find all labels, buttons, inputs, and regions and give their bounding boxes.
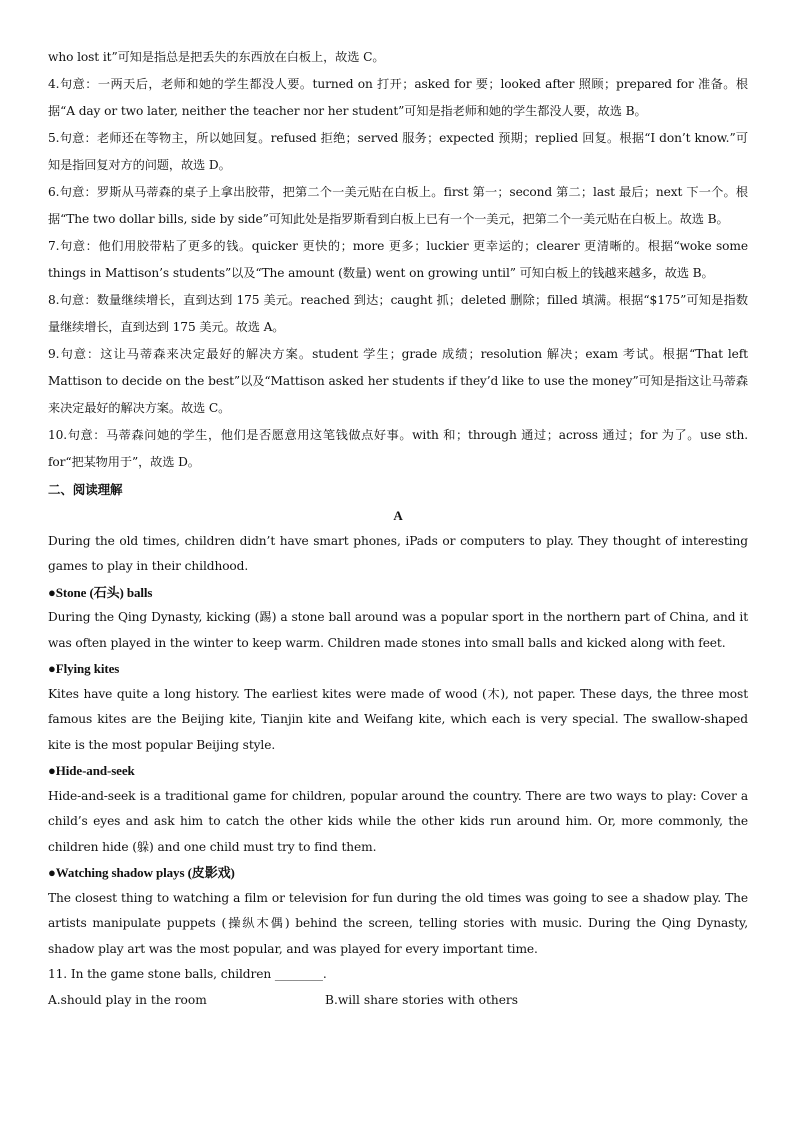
- answer-explanation-4: 4.句意：一两天后，老师和她的学生都没人要。turned on 打开；asked for 要；looked after 照顾；prepared for 准备。根据“A day or two later, neither the teacher nor her student”可知是指老师和她的学生都没人要，故选 B。: [48, 77, 748, 118]
- question-11-stem: 11. In the game stone balls, children ________.: [48, 967, 327, 981]
- subheading-hide-and-seek: ●Hide-and-seek: [48, 763, 135, 778]
- paragraph-flying-kites: Kites have quite a long history. The earliest kites were made of wood (木), not paper. These days, the three most famous kites are the Beijing kite, Tianjin kite and Weifang kite, which each is very special. The swallow-shaped kite is the most popular Beijing style.: [48, 686, 748, 752]
- section-title: 二、阅读理解: [48, 482, 123, 497]
- answer-explanation-10: 10.句意：马蒂森问她的学生，他们是否愿意用这笔钱做点好事。with 和；through 通过；across 通过；for 为了。use sth. for“把某物用于”，故选 D。: [48, 428, 748, 469]
- question-11-options: [48, 988, 748, 1014]
- answer-explanation-5: 5.句意：老师还在等物主，所以她回复。refused 拒绝；served 服务；expected 预期；replied 回复。根据“I don’t know.”可知是指回复对方的问题，故选 D。: [48, 131, 748, 172]
- option-b: B.will share stories with others: [325, 992, 518, 1007]
- subheading-flying-kites: ●Flying kites: [48, 661, 120, 676]
- paragraph-stone-balls: During the Qing Dynasty, kicking (踢) a stone ball around was a popular sport in the northern part of China, and it was often played in the winter to keep warm. Children made stones into small balls and kicked along with feet.: [48, 610, 748, 650]
- answer-explanation-9: 9.句意：这让马蒂森来决定最好的解决方案。student 学生；grade 成绩；resolution 解决；exam 考试。根据“That left Mattison to decide on the best”以及“Mattison asked her students if they’d like to use the money”可知是指这让马蒂森来决定最好的解决方案。故选 C。: [48, 347, 748, 415]
- option-a: A.should play in the room: [48, 992, 207, 1007]
- answer-continuation: who lost it”可知是指总是把丢失的东西放在白板上，故选 C。: [48, 50, 385, 64]
- passage-label: A: [393, 508, 403, 523]
- answer-explanation-8: 8.句意：数量继续增长，直到达到 175 美元。reached 到达；caught 抓；deleted 删除；filled 填满。根据“$175”可知是指数量继续增长，直到达到 175 美元。故选 A。: [48, 293, 748, 334]
- answer-explanation-6: 6.句意：罗斯从马蒂森的桌子上拿出胶带，把第二个一美元贴在白板上。first 第一；second 第二；last 最后；next 下一个。根据“The two dollar bills, side by side”可知此处是指罗斯看到白板上已有一个一美元，把第二个一美元贴在白板上。故选 B。: [48, 185, 748, 226]
- passage-intro: During the old times, children didn’t have smart phones, iPads or computers to play. They thought of interesting games to play in their childhood.: [48, 533, 748, 573]
- paragraph-shadow-plays: The closest thing to watching a film or television for fun during the old times was going to see a shadow play. The artists manipulate puppets (操纵木偶) behind the screen, telling stories with music. During the Qing Dynasty, shadow play art was the most popular, and was played for every important time.: [48, 890, 748, 956]
- subheading-shadow-plays: ●Watching shadow plays (皮影戏): [48, 865, 235, 880]
- subheading-stone-balls: ●Stone (石头) balls: [48, 584, 153, 600]
- document-page: [48, 44, 748, 1013]
- answer-explanation-7: 7.句意：他们用胶带粘了更多的钱。quicker 更快的；more 更多；luckier 更幸运的；clearer 更清晰的。根据“woke some things in Mattison’s students”以及“The amount (数量) went on growing until” 可知白板上的钱越来越多，故选 B。: [48, 239, 748, 280]
- paragraph-hide-and-seek: Hide-and-seek is a traditional game for children, popular around the country. There are two ways to play: Cover a child’s eyes and ask him to catch the other kids while the other kids run around him. Or, more commonly, the children hide (躲) and one child must try to find them.: [48, 788, 748, 854]
